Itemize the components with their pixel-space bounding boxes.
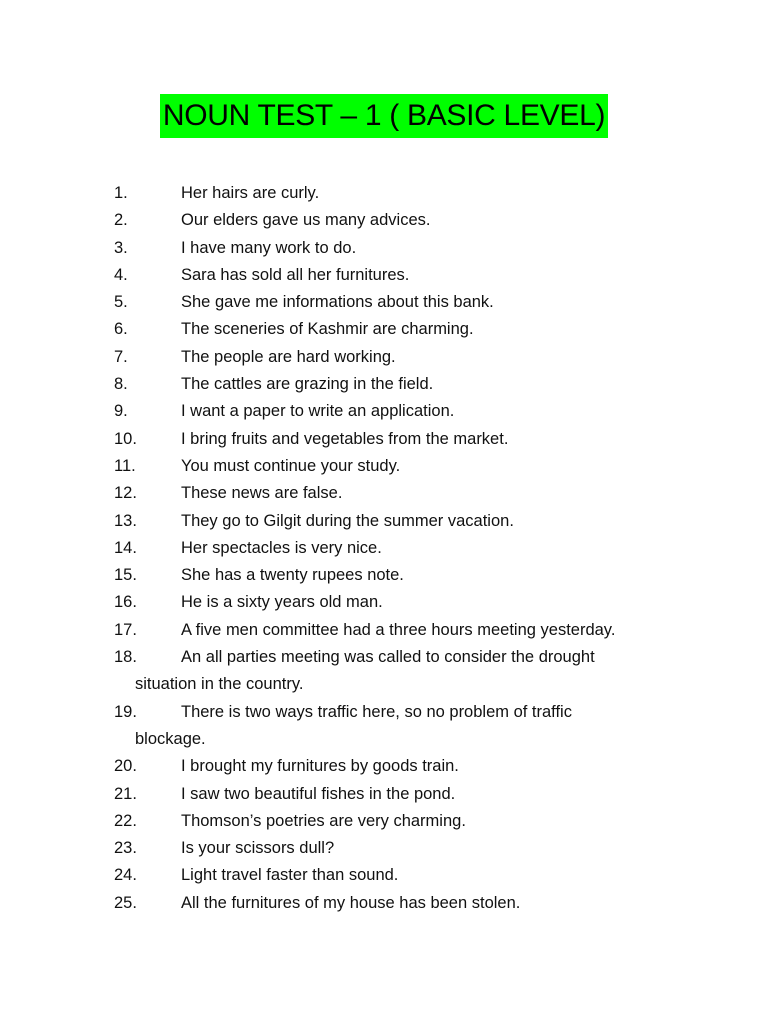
list-item [114,589,714,616]
list-item [114,862,714,889]
question-line [114,890,714,917]
question-line [114,862,714,889]
list-item [114,835,714,862]
list-item [114,480,714,507]
question-line [114,808,714,835]
question-line [114,207,714,234]
list-item [114,890,714,917]
list-item [114,535,714,562]
list-item [114,617,714,644]
question-text: Our elders gave us many advices. [181,211,431,230]
question-line [114,781,714,808]
question-text: They go to Gilgit during the summer vacation. [181,511,514,530]
list-item [114,453,714,480]
question-text-continuation: blockage. [135,729,206,748]
question-number: 18. [114,648,137,667]
question-number: 6. [114,320,128,339]
list-item [114,371,714,398]
question-line [114,617,714,644]
list-item [114,699,714,754]
question-number: 20. [114,757,137,776]
question-list [114,180,714,917]
question-number: 21. [114,784,137,803]
question-number: 4. [114,265,128,284]
list-item [114,316,714,343]
question-text: The people are hard working. [181,347,396,366]
question-line [114,589,714,616]
question-text: There is two ways traffic here, so no problem of traffic [181,702,572,721]
list-item [114,644,714,699]
question-text: The cattles are grazing in the field. [181,375,434,394]
list-item [114,344,714,371]
list-item [114,262,714,289]
question-number: 12. [114,484,137,503]
list-item [114,398,714,425]
question-line [114,480,714,507]
question-line [114,535,714,562]
question-number: 5. [114,293,128,312]
question-line [114,344,714,371]
question-text: An all parties meeting was called to consider the drought [181,648,595,667]
question-line [114,835,714,862]
question-number: 11. [114,456,136,475]
question-text: Sara has sold all her furnitures. [181,265,410,284]
question-text: She has a twenty rupees note. [181,566,404,585]
question-number: 3. [114,238,128,257]
question-text-continuation: situation in the country. [135,675,304,694]
question-line [114,371,714,398]
question-number: 14. [114,538,137,557]
question-text: You must continue your study. [181,456,401,475]
list-item [114,808,714,835]
list-item [114,562,714,589]
list-item [114,781,714,808]
question-text: He is a sixty years old man. [181,593,383,612]
question-line [114,453,714,480]
question-text: I want a paper to write an application. [181,402,455,421]
question-number: 17. [114,620,137,639]
list-item [114,207,714,234]
list-item [114,180,714,207]
question-line [114,699,714,726]
question-number: 23. [114,839,137,858]
title-container [0,94,768,138]
question-line [114,426,714,453]
question-text: Light travel faster than sound. [181,866,399,885]
question-text: Her hairs are curly. [181,184,320,202]
question-text: These news are false. [181,484,343,503]
question-text: I saw two beautiful fishes in the pond. [181,784,456,803]
question-line [114,316,714,343]
question-line [114,398,714,425]
question-line [114,562,714,589]
question-number: 10. [114,429,137,448]
question-text: Thomson’s poetries are very charming. [181,811,466,830]
question-line [114,508,714,535]
list-item [114,753,714,780]
question-line [114,262,714,289]
question-number: 8. [114,375,128,394]
page-title: NOUN TEST – 1 ( BASIC LEVEL) [160,94,608,138]
question-line [114,753,714,780]
question-text: I brought my furnitures by goods train. [181,757,459,776]
question-number: 19. [114,702,137,721]
question-number: 2. [114,211,128,230]
question-text: She gave me informations about this bank. [181,293,494,312]
question-number: 13. [114,511,137,530]
question-text: I have many work to do. [181,238,357,257]
question-line [114,180,714,207]
list-item [114,289,714,316]
question-number: 9. [114,402,128,421]
question-line [114,289,714,316]
list-item [114,235,714,262]
question-text: The sceneries of Kashmir are charming. [181,320,474,339]
question-line [114,644,714,671]
question-number: 25. [114,893,137,912]
question-text: A five men committee had a three hours meeting yesterday. [181,620,616,639]
question-text: I bring fruits and vegetables from the market. [181,429,509,448]
question-number: 24. [114,866,137,885]
question-text: All the furnitures of my house has been stolen. [181,893,521,912]
question-number: 16. [114,593,137,612]
list-item [114,508,714,535]
question-line [114,235,714,262]
question-number: 1. [114,184,128,202]
question-text: Her spectacles is very nice. [181,538,382,557]
question-number: 15. [114,566,137,585]
question-number: 7. [114,347,128,366]
question-text: Is your scissors dull? [181,839,335,858]
list-item [114,426,714,453]
question-number: 22. [114,811,137,830]
